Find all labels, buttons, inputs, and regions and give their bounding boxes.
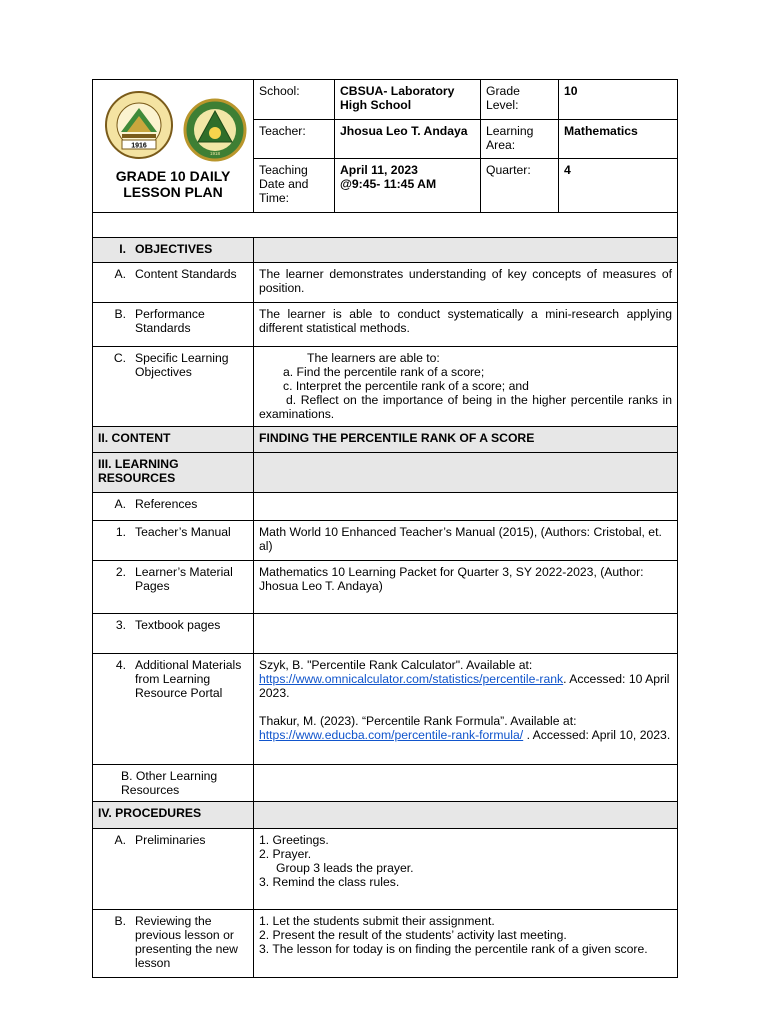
spacer-row [93, 213, 678, 238]
additional-materials-label: 4. Additional Materials from Learning Resource Portal [93, 654, 254, 765]
school-value: CBSUA- Laboratory High School [335, 80, 481, 120]
area-value: Mathematics [559, 120, 678, 159]
lesson-plan-table [92, 79, 678, 978]
university-seal-left-icon [102, 90, 176, 160]
time-line: @9:45- 11:45 AM [340, 177, 437, 191]
quarter-label: Quarter: [481, 159, 559, 213]
seal-left-year: 1916 [131, 142, 147, 150]
seal-right-year: 1918 [209, 151, 221, 156]
reference-1: Szyk, B. "Percentile Rank Calculator". Available at: https://www.omnicalculator.com/statistics/percentile-rank. Accessed: 10 April 2023. [259, 658, 670, 700]
grade-value: 10 [559, 80, 678, 120]
logo-area [98, 84, 248, 162]
specific-objectives-label: C. Specific Learning Objectives [93, 347, 254, 427]
content-standards-text: The learner demonstrates understanding of key concepts of measures of position. [254, 263, 678, 303]
area-label: Learning Area: [481, 120, 559, 159]
teachers-manual-text: Math World 10 Enhanced Teacher’s Manual (2015), (Authors: Cristobal, et. al) [254, 521, 678, 561]
educba-link[interactable]: https://www.educba.com/percentile-rank-formula/ [259, 728, 524, 742]
procedures-heading: IV. PROCEDURES [93, 802, 254, 829]
teacher-label: Teacher: [254, 120, 335, 159]
learners-material-text: Mathematics 10 Learning Packet for Quarter 3, SY 2022-2023, (Author: Jhosua Leo T. Andaya) [254, 561, 678, 614]
textbook-label: 3. Textbook pages [93, 614, 254, 654]
preliminaries-text: 1. Greetings. 2. Prayer. Group 3 leads the prayer. 3. Remind the class rules. [254, 829, 678, 910]
school-label: School: [254, 80, 335, 120]
references-label: A. References [93, 493, 254, 521]
date-label: Teaching Date and Time: [254, 159, 335, 213]
title-line-2: LESSON PLAN [123, 184, 223, 200]
specific-objectives-text: The learners are able to: a. Find the percentile rank of a score; c. Interpret the percentile rank of a score; and d. Reflect on the importance of being in the higher percentile ranks in examinations. [254, 347, 678, 427]
title-line-1: GRADE 10 DAILY [115, 168, 231, 184]
content-topic: FINDING THE PERCENTILE RANK OF A SCORE [254, 427, 678, 453]
header-title-cell [93, 80, 254, 213]
reviewing-label: B. Reviewing the previous lesson or presenting the new lesson [93, 910, 254, 978]
objectives-heading: I. OBJECTIVES [93, 238, 254, 263]
performance-standards-label: B. Performance Standards [93, 303, 254, 347]
quarter-value: 4 [559, 159, 678, 213]
preliminaries-label: A. Preliminaries [93, 829, 254, 910]
learners-material-label: 2. Learner’s Material Pages [93, 561, 254, 614]
date-line: April 11, 2023 [340, 163, 418, 177]
university-seal-right-icon [180, 98, 250, 162]
teachers-manual-label: 1. Teacher’s Manual [93, 521, 254, 561]
omnicalculator-link[interactable]: https://www.omnicalculator.com/statistics/percentile-rank [259, 672, 564, 686]
reviewing-text: 1. Let the students submit their assignment. 2. Present the result of the students’ activity last meeting. 3. The lesson for today is on finding the percentile rank of a given score. [254, 910, 678, 978]
grade-label: Grade Level: [481, 80, 559, 120]
resources-heading: III. LEARNING RESOURCES [93, 453, 254, 493]
page-title [98, 168, 248, 200]
performance-standards-text: The learner is able to conduct systematically a mini-research applying different statistical methods. [254, 303, 678, 347]
additional-materials-text [254, 654, 678, 765]
teacher-value: Jhosua Leo T. Andaya [335, 120, 481, 159]
content-heading: II. CONTENT [93, 427, 254, 453]
other-resources-label: B. Other Learning Resources [93, 765, 254, 802]
content-standards-label: A. Content Standards [93, 263, 254, 303]
reference-2: Thakur, M. (2023). “Percentile Rank Formula”. Available at: https://www.educba.com/percentile-rank-formula/ . Accessed: April 10, 2023. [259, 714, 671, 742]
date-value [335, 159, 481, 213]
